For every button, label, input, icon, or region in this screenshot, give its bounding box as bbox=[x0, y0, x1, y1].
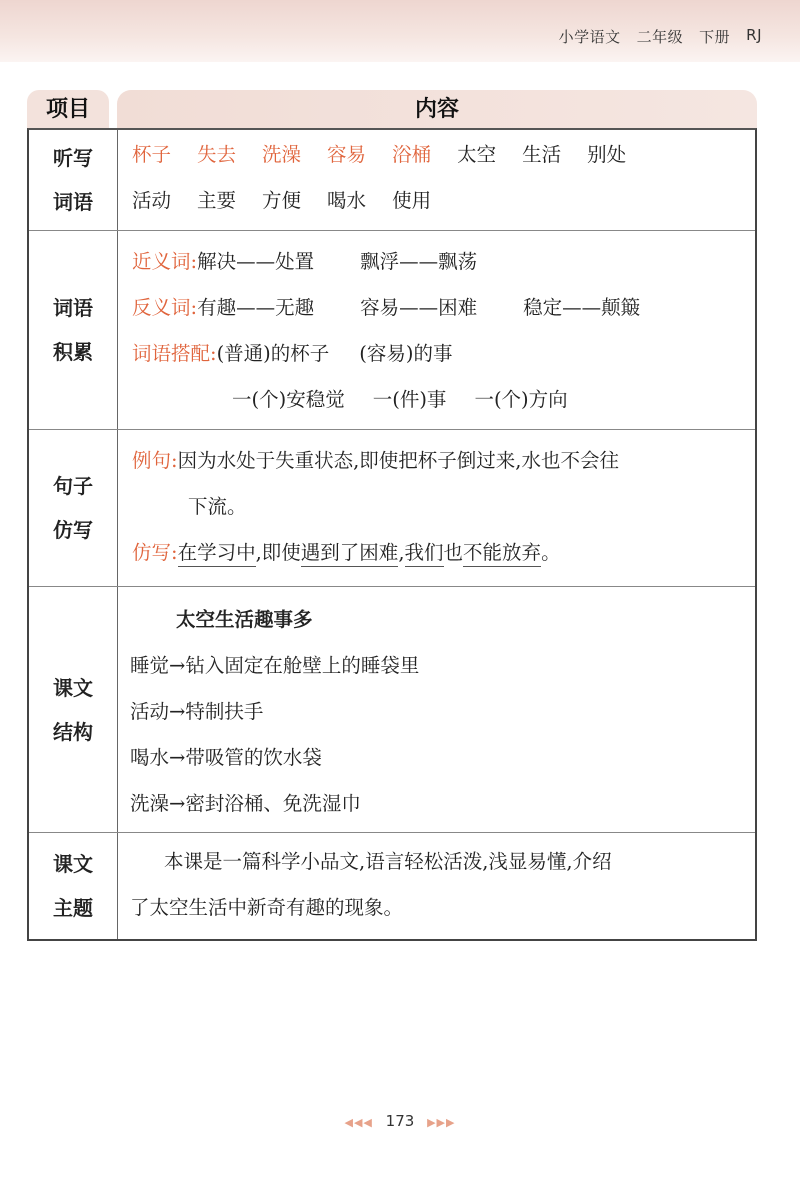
header-subject: 小学语文 bbox=[558, 28, 621, 46]
word: 主要 bbox=[197, 189, 237, 212]
word: 喝水 bbox=[327, 189, 367, 212]
item-value: 带吸管的饮水袋 bbox=[185, 746, 322, 769]
next-arrows-icon: ▶▶▶ bbox=[427, 1116, 456, 1129]
row-content bbox=[118, 130, 755, 230]
theme-line-1 bbox=[130, 839, 745, 885]
word: 容易 bbox=[327, 143, 367, 166]
example-line-2 bbox=[132, 484, 745, 530]
synonym-pair: 解决——处置 bbox=[197, 250, 315, 273]
label-line: 结构 bbox=[53, 719, 93, 744]
antonym-line bbox=[132, 285, 745, 331]
item-key: 喝水 bbox=[130, 746, 170, 769]
antonym-label: 反义词: bbox=[132, 296, 198, 319]
item-value: 钻入固定在舱壁上的睡袋里 bbox=[185, 654, 420, 677]
word: 洗澡 bbox=[262, 143, 302, 166]
column-header-content: 内容 bbox=[117, 90, 757, 128]
arrow-icon: → bbox=[169, 700, 186, 723]
synonym-line bbox=[132, 239, 745, 285]
word: 使用 bbox=[392, 189, 432, 212]
header-edition: RJ bbox=[746, 26, 762, 44]
row-content bbox=[118, 833, 755, 939]
synonym-label: 近义词: bbox=[132, 250, 198, 273]
label-line: 主题 bbox=[53, 896, 93, 920]
arrow-icon: → bbox=[169, 792, 186, 815]
underlined-phrase: 遇到了困难 bbox=[301, 541, 399, 567]
page-header bbox=[559, 26, 762, 47]
label-line: 句子 bbox=[53, 474, 93, 498]
row-theme bbox=[29, 832, 755, 939]
header-grade: 二年级 bbox=[636, 28, 684, 46]
page-footer bbox=[0, 1112, 800, 1130]
underlined-phrase: 在学习中 bbox=[178, 541, 256, 567]
word: 浴桶 bbox=[392, 143, 432, 166]
word: 别处 bbox=[587, 143, 627, 166]
arrow-icon: → bbox=[169, 654, 186, 677]
word: 活动 bbox=[132, 189, 172, 212]
collocation: 一(件)事 bbox=[372, 388, 447, 411]
label-line: 仿写 bbox=[53, 518, 93, 542]
prev-arrows-icon: ◀◀◀ bbox=[344, 1116, 373, 1129]
antonym-pair: 稳定——颠簸 bbox=[523, 296, 641, 319]
structure-item bbox=[130, 689, 745, 735]
antonym-pair: 有趣——无趣 bbox=[197, 296, 315, 319]
label-line: 听写 bbox=[53, 146, 93, 170]
summary-table bbox=[27, 90, 757, 941]
underlined-phrase: 我们 bbox=[405, 541, 444, 567]
word: 生活 bbox=[522, 143, 562, 166]
item-key: 活动 bbox=[130, 700, 170, 723]
theme-line-2 bbox=[130, 885, 745, 931]
word: 方便 bbox=[262, 189, 302, 212]
label-line: 词语 bbox=[53, 190, 93, 214]
row-structure bbox=[29, 586, 755, 832]
item-key: 洗澡 bbox=[130, 792, 170, 815]
row-content bbox=[118, 587, 755, 832]
structure-item bbox=[130, 735, 745, 781]
row-label bbox=[29, 833, 118, 939]
row-label bbox=[29, 130, 118, 230]
table-header bbox=[27, 90, 757, 128]
imitation-label: 仿写: bbox=[132, 541, 178, 564]
column-header-item: 项目 bbox=[27, 90, 109, 128]
example-text: 因为水处于失重状态,即使把杯子倒过来,水也不会往 bbox=[177, 449, 619, 472]
collocation: 一(个)安稳觉 bbox=[232, 388, 345, 411]
synonym-pair: 飘浮——飘荡 bbox=[360, 250, 478, 273]
theme-text: 本课是一篇科学小品文,语言轻松活泼,浅显易懂,介绍 bbox=[164, 850, 612, 873]
phrase: ,即使 bbox=[255, 541, 301, 564]
row-label bbox=[29, 587, 118, 832]
label-line: 课文 bbox=[53, 675, 93, 700]
row-sentence bbox=[29, 429, 755, 586]
phrase: 也 bbox=[443, 541, 464, 564]
word: 杯子 bbox=[132, 143, 172, 166]
collocation-label: 词语搭配: bbox=[132, 342, 217, 365]
imitation-line bbox=[132, 530, 745, 576]
antonym-pair: 容易——困难 bbox=[360, 296, 478, 319]
row-content bbox=[118, 231, 755, 429]
phrase: , bbox=[398, 541, 405, 564]
collocation: (容易)的事 bbox=[359, 342, 453, 365]
table-body bbox=[27, 128, 757, 941]
header-volume: 下册 bbox=[699, 28, 731, 46]
structure-item bbox=[130, 781, 745, 827]
item-key: 睡觉 bbox=[130, 654, 170, 677]
collocation: 一(个)方向 bbox=[474, 388, 568, 411]
dictation-line-1 bbox=[132, 132, 745, 178]
dictation-line-2 bbox=[132, 178, 745, 224]
word: 失去 bbox=[197, 143, 237, 166]
row-dictation bbox=[29, 130, 755, 230]
label-line: 积累 bbox=[53, 340, 93, 364]
structure-item bbox=[130, 643, 745, 689]
example-label: 例句: bbox=[132, 449, 178, 472]
row-vocab bbox=[29, 230, 755, 429]
example-line-1 bbox=[132, 438, 745, 484]
item-value: 特制扶手 bbox=[185, 700, 264, 723]
label-line: 课文 bbox=[53, 852, 93, 876]
example-text: 下流。 bbox=[188, 495, 247, 518]
word: 太空 bbox=[457, 143, 497, 166]
row-content bbox=[118, 430, 755, 586]
phrase: 。 bbox=[541, 541, 561, 564]
item-value: 密封浴桶、免洗湿巾 bbox=[185, 792, 361, 815]
label-line: 词语 bbox=[53, 296, 93, 320]
row-label bbox=[29, 430, 118, 586]
structure-title: 太空生活趣事多 bbox=[176, 608, 313, 631]
underlined-phrase: 不能放弃 bbox=[463, 541, 541, 567]
collocation-line-2 bbox=[132, 377, 745, 423]
collocation: (普通)的杯子 bbox=[216, 342, 330, 365]
theme-text: 了太空生活中新奇有趣的现象。 bbox=[130, 896, 404, 919]
page-number: 173 bbox=[385, 1112, 415, 1130]
arrow-icon: → bbox=[169, 746, 186, 769]
row-label bbox=[29, 231, 118, 429]
collocation-line-1 bbox=[132, 331, 745, 377]
